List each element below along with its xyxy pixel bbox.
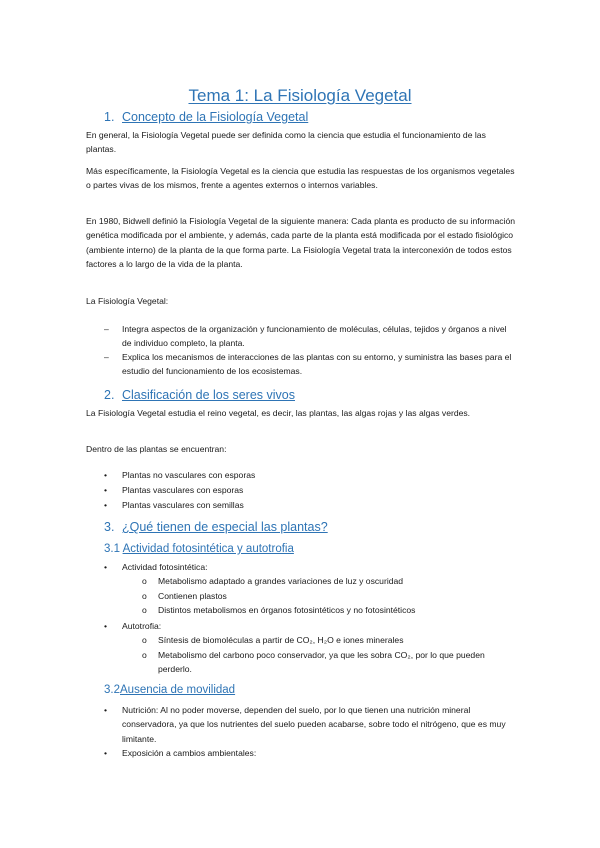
section-1-title: Concepto de la Fisiología Vegetal bbox=[122, 110, 309, 124]
list-item: Plantas no vasculares con esporas bbox=[122, 470, 256, 480]
bullet-marker: • bbox=[104, 485, 108, 495]
sub-bullet-marker: o bbox=[142, 650, 147, 660]
section-1-heading bbox=[104, 110, 308, 124]
section-2-title: Clasificación de los seres vivos bbox=[122, 388, 295, 402]
list-item: Integra aspectos de la organización y funcionamiento de moléculas, células, tejidos y órganos a nivel de individuo completo, la planta. bbox=[122, 324, 507, 349]
section-3-title: ¿Qué tienen de especial las plantas? bbox=[122, 520, 328, 534]
paragraph: La Fisiología Vegetal: bbox=[86, 296, 169, 306]
list-item: Actividad fotosintética: bbox=[122, 562, 208, 572]
sub-list-item: Contienen plastos bbox=[158, 591, 227, 601]
list-item: Nutrición: Al no poder moverse, dependen del suelo, por lo que tienen una nutrición mineral conservadora, ya que los nutrientes del suelo pueden acabarse, sobre todo el nitrógeno, que es muy limitante. bbox=[122, 705, 506, 744]
subsection-3-2-heading bbox=[104, 684, 235, 696]
dash-marker: – bbox=[104, 324, 109, 334]
paragraph: En 1980, Bidwell definió la Fisiología Vegetal de la siguiente manera: Cada planta es producto de su información genética modificada por el ambiente, y además, cada parte de la planta está modificada por el estado fisiológico (ambiente interno) de la planta de la que forma parte. La Fisiología Vegetal trata la interconexión de todos estos factores a lo largo de la vida de la planta. bbox=[86, 216, 516, 269]
list-item: Plantas vasculares con esporas bbox=[122, 485, 244, 495]
subsection-3-2-title: Ausencia de movilidad bbox=[120, 684, 236, 696]
subsection-3-1-heading bbox=[104, 543, 294, 555]
sub-bullet-marker: o bbox=[142, 576, 147, 586]
paragraph: Más específicamente, la Fisiología Vegetal es la ciencia que estudia las respuestas de los organismos vegetales o partes vivas de los mismos, frente a agentes externos o internos variables. bbox=[86, 166, 515, 191]
bullet-marker: • bbox=[104, 562, 108, 572]
list-item: Exposición a cambios ambientales: bbox=[122, 748, 257, 758]
list-item: Plantas vasculares con semillas bbox=[122, 500, 244, 510]
sub-list-item: Metabolismo del carbono poco conservador, ya que les sobra CO₂, por lo que pueden perderlo. bbox=[158, 650, 485, 675]
sub-bullet-marker: o bbox=[142, 591, 147, 601]
paragraph: En general, la Fisiología Vegetal puede ser definida como la ciencia que estudia el funcionamiento de las plantas. bbox=[86, 130, 486, 155]
paragraph: La Fisiología Vegetal estudia el reino vegetal, es decir, las plantas, las algas rojas y las algas verdes. bbox=[86, 408, 471, 418]
dash-marker: – bbox=[104, 352, 109, 362]
bullet-marker: • bbox=[104, 621, 108, 631]
sub-list-item: Distintos metabolismos en órganos fotosintéticos y no fotosintéticos bbox=[158, 605, 416, 615]
bullet-marker: • bbox=[104, 470, 108, 480]
sub-list-item: Síntesis de biomoléculas a partir de CO₂, H₂O e iones minerales bbox=[158, 635, 404, 645]
list-item: Autotrofia: bbox=[122, 621, 162, 631]
bullet-marker: • bbox=[104, 500, 108, 510]
page-title: Tema 1: La Fisiología Vegetal bbox=[188, 86, 412, 105]
section-3-heading bbox=[104, 520, 328, 534]
subsection-3-1-title: Actividad fotosintética y autotrofia bbox=[122, 543, 294, 555]
section-2-heading bbox=[104, 388, 295, 402]
list-item: Explica los mecanismos de interacciones de las plantas con su entorno, y suministra las bases para el estudio del funcionamiento de los ecosistemas. bbox=[122, 352, 512, 377]
paragraph: Dentro de las plantas se encuentran: bbox=[86, 444, 227, 454]
bullet-marker: • bbox=[104, 748, 108, 758]
sub-list-item: Metabolismo adaptado a grandes variaciones de luz y oscuridad bbox=[158, 576, 404, 586]
section-1-number: 1. bbox=[104, 110, 115, 124]
sub-bullet-marker: o bbox=[142, 635, 147, 645]
section-2-number: 2. bbox=[104, 388, 115, 402]
sub-bullet-marker: o bbox=[142, 605, 147, 615]
bullet-marker: • bbox=[104, 705, 108, 715]
subsection-3-1-number: 3.1 bbox=[104, 543, 120, 555]
section-3-number: 3. bbox=[104, 520, 115, 534]
subsection-3-2-number: 3.2 bbox=[104, 684, 120, 696]
